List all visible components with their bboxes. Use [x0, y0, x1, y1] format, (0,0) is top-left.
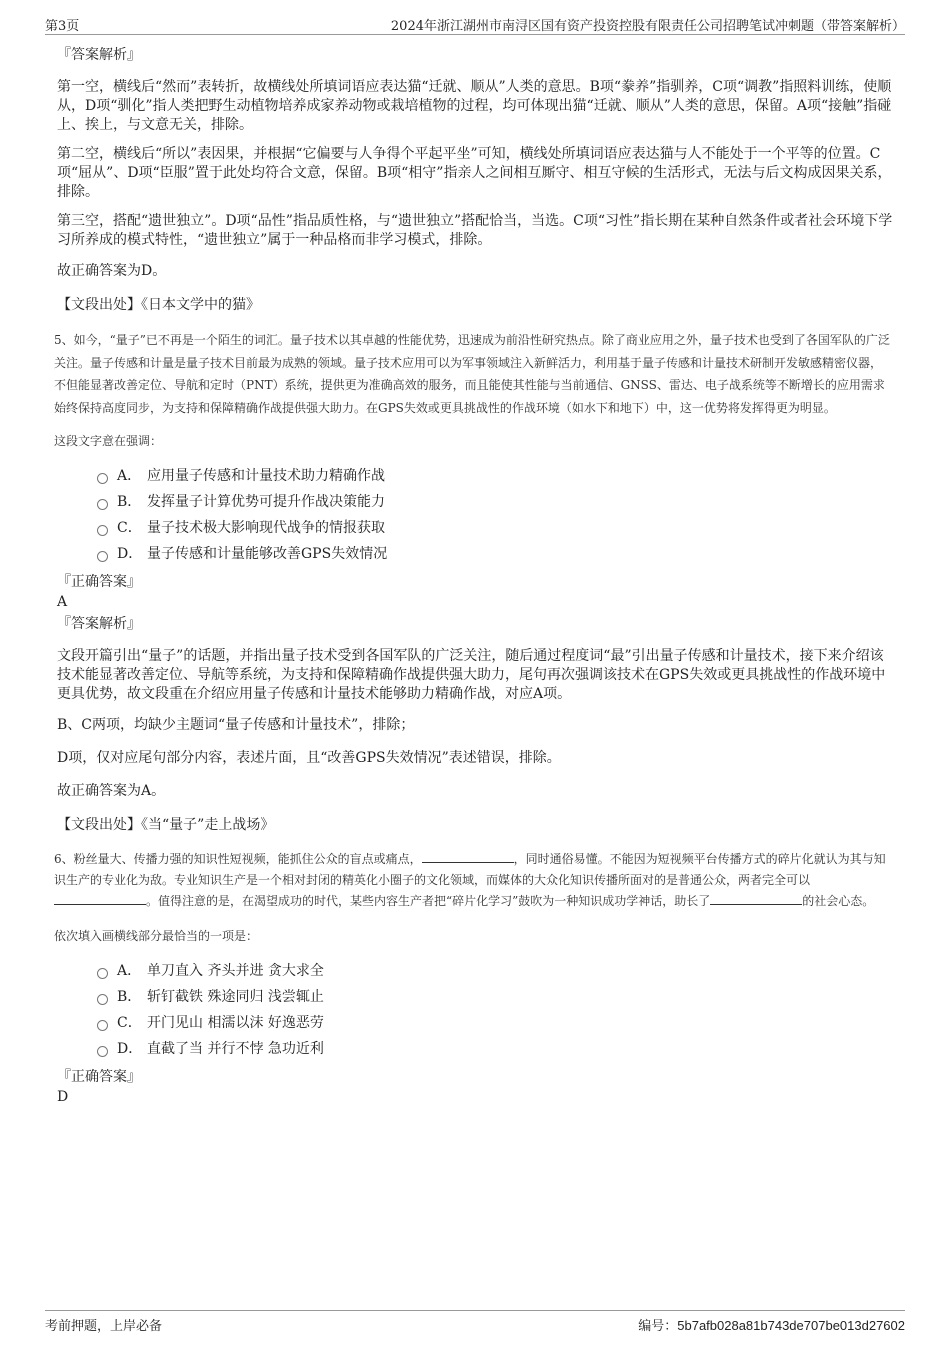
- option-c[interactable]: C． 量子技术极大影响现代战争的情报获取: [97, 515, 893, 541]
- option-b[interactable]: B． 斩钉截铁 殊途同归 浅尝辄止: [97, 984, 893, 1010]
- question-5-options: [97, 463, 893, 567]
- analysis-paragraph: 第二空，横线后“所以”表因果，并根据“它偏要与人争得个平起平坐”可知，横线处所填词语应表达猫与人不能处于一个平等的位置。C项“屈从”、D项“臣服”置于此处均符合文意，保留。B项“相守”指亲人之间相互厮守、相互守候的生活形式，无法与后文构成因果关系，排除。: [57, 146, 892, 200]
- fill-blank[interactable]: [54, 892, 146, 905]
- radio-icon[interactable]: [97, 551, 108, 562]
- option-d[interactable]: D． 直截了当 并行不悖 急功近利: [97, 1036, 893, 1062]
- option-a[interactable]: A． 单刀直入 齐头并进 贪大求全: [97, 958, 893, 984]
- analysis-label: 『答案解析』: [57, 47, 141, 63]
- analysis-conclusion: 故正确答案为D。: [57, 263, 167, 279]
- footer-slogan: 考前押题，上岸必备: [45, 1319, 163, 1334]
- radio-icon[interactable]: [97, 994, 108, 1005]
- question-6-text: 6、粉丝量大、传播力强的知识性短视频，能抓住公众的盲点或痛点， ，同时通俗易懂。不能因为短视频平台传播方式的碎片化就认为其与知识生产的专业化为敌。专业知识生产是一个相对封闭的精英化小圈子的文化领域，而媒体的大众化知识传播所面对的是普通公众，两者完全可以。值得注意的是，在渴望成功的时代，某些内容生产者把“碎片化学习”鼓吹为一种知识成功学神话，助长了 的社会心态。: [54, 852, 886, 908]
- document-title: 2024年浙江湖州市南浔区国有资产投资控股有限责任公司招聘笔试冲刺题（带答案解析）: [390, 19, 905, 34]
- option-a[interactable]: A． 应用量子传感和计量技术助力精确作战: [97, 463, 893, 489]
- page-footer: [45, 1310, 905, 1335]
- radio-icon[interactable]: [97, 1046, 108, 1057]
- option-b[interactable]: B． 发挥量子计算优势可提升作战决策能力: [97, 489, 893, 515]
- question-6-options: [97, 958, 893, 1062]
- analysis-paragraph: D项，仅对应尾句部分内容，表述片面，且“改善GPS失效情况”表述错误，排除。: [57, 750, 561, 766]
- radio-icon[interactable]: [97, 473, 108, 484]
- correct-answer-label: 『正确答案』: [57, 1069, 141, 1085]
- option-d[interactable]: D． 量子传感和计量能够改善GPS失效情况: [97, 541, 893, 567]
- page-header: [45, 14, 905, 35]
- fill-blank[interactable]: [422, 850, 514, 863]
- question-5-prompt: 这段文字意在强调：: [54, 434, 163, 448]
- analysis-paragraph: 第三空，搭配“遗世独立”。D项“品性”指品质性格，与“遗世独立”搭配恰当，当选。C项“习性”指长期在某种自然条件或者社会环境下学习所养成的模式特性，“遗世独立”属于一种品格而非学习模式，排除。: [57, 213, 893, 248]
- text-source: 【文段出处】《日本文学中的猫》: [57, 297, 260, 313]
- correct-answer: A: [57, 594, 68, 610]
- radio-icon[interactable]: [97, 499, 108, 510]
- analysis-paragraph: 文段开篇引出“量子”的话题，并指出量子技术受到各国军队的广泛关注，随后通过程度词“最”引出量子传感和计量技术，接下来介绍该技术能显著改善定位、导航等系统，为支持和保障精确作战提供强大助力，尾句再次强调该技术在GPS失效或更具挑战性的作战环境中更具优势，故文段重在介绍应用量子传感和计量技术能够助力精确作战，对应A项。: [57, 648, 886, 702]
- document-code: 编号：5b7afb028a81b743de707be013d27602: [638, 1318, 905, 1333]
- radio-icon[interactable]: [97, 968, 108, 979]
- fill-blank[interactable]: [710, 892, 802, 905]
- page-number: 第3页: [45, 19, 80, 34]
- document-body: [54, 44, 893, 1106]
- text-source: 【文段出处】《当“量子”走上战场》: [57, 817, 275, 833]
- question-6-prompt: 依次填入画横线部分最恰当的一项是：: [54, 929, 259, 943]
- correct-answer: D: [57, 1089, 69, 1105]
- correct-answer-label: 『正确答案』: [57, 574, 141, 590]
- radio-icon[interactable]: [97, 525, 108, 536]
- analysis-paragraph: B、C两项，均缺少主题词“量子传感和计量技术”，排除；: [57, 717, 415, 733]
- question-5-text: 5、如今，“量子”已不再是一个陌生的词汇。量子技术以其卓越的性能优势，迅速成为前沿性研究热点。除了商业应用之外，量子技术也受到了各国军队的广泛关注。量子传感和计量是量子技术目前最为成熟的领域。量子技术应用可以为军事领域注入新鲜活力，利用基于量子传感和计量技术研制开发敏感精密仪器，不但能显著改善定位、导航和定时（PNT）系统，提供更为准确高效的服务，而且能使其性能与当前通信、GNSS、雷达、电子战系统等不断增长的应用需求始终保持高度同步，为支持和保障精确作战提供强大助力。在GPS失效或更具挑战性的作战环境（如水下和地下）中，这一优势将发挥得更为明显。: [54, 333, 890, 415]
- radio-icon[interactable]: [97, 1020, 108, 1031]
- analysis-label: 『答案解析』: [57, 616, 141, 632]
- option-c[interactable]: C． 开门见山 相濡以沫 好逸恶劳: [97, 1010, 893, 1036]
- analysis-paragraph: 第一空，横线后“然而”表转折，故横线处所填词语应表达猫“迁就、顺从”人类的意思。B项“豢养”指驯养，C项“调教”指照料训练，使顺从，D项“驯化”指人类把野生动植物培养成家养动物或栽培植物的过程，均可体现出猫“迁就、顺从”人类的意思，保留。A项“接触”指碰上、挨上，与文意无关，排除。: [57, 79, 892, 133]
- analysis-conclusion: 故正确答案为A。: [57, 783, 166, 799]
